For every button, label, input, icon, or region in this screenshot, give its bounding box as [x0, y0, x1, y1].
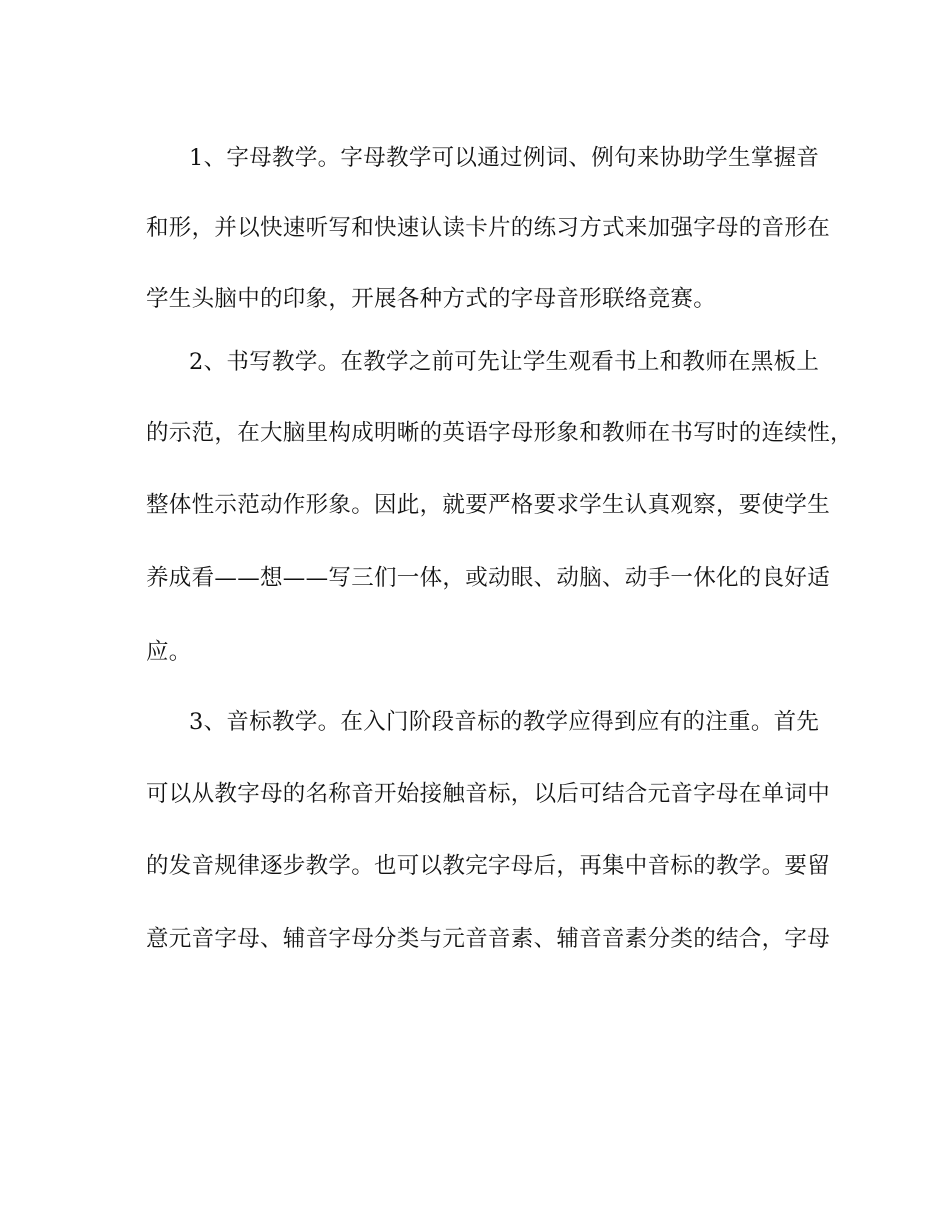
paragraph-3-line-4: 意元音字母、辅音字母分类与元音音素、辅音音素分类的结合，字母	[146, 926, 831, 952]
paragraph-1-line-2: 和形，并以快速听写和快速认读卡片的练习方式来加强字母的音形在	[146, 215, 831, 241]
paragraph-1-line-3: 学生头脑中的印象，开展各种方式的字母音形联络竞赛。	[146, 286, 717, 312]
paragraph-2-line-3: 整体性示范动作形象。因此，就要严格要求学生认真观察，要使学生	[146, 492, 831, 518]
paragraph-2-line-1: 2、书写教学。在教学之前可先让学生观看书上和教师在黑板上	[189, 349, 820, 375]
paragraph-1-line-1: 1、字母教学。字母教学可以通过例词、例句来协助学生掌握音	[189, 145, 820, 171]
paragraph-2-line-2: 的示范，在大脑里构成明晰的英语字母形象和教师在书写时的连续性，	[146, 420, 853, 446]
paragraph-3-line-2: 可以从教字母的名称音开始接触音标，以后可结合元音字母在单词中	[146, 781, 831, 807]
paragraph-3-line-1: 3、音标教学。在入门阶段音标的教学应得到应有的注重。首先	[189, 709, 820, 735]
paragraph-2-line-5: 应。	[146, 639, 192, 665]
paragraph-2-line-4: 养成看——想——写三们一体，或动眼、动脑、动手一休化的良好适	[146, 565, 831, 591]
paragraph-3-line-3: 的发音规律逐步教学。也可以教完字母后，再集中音标的教学。要留	[146, 853, 831, 879]
